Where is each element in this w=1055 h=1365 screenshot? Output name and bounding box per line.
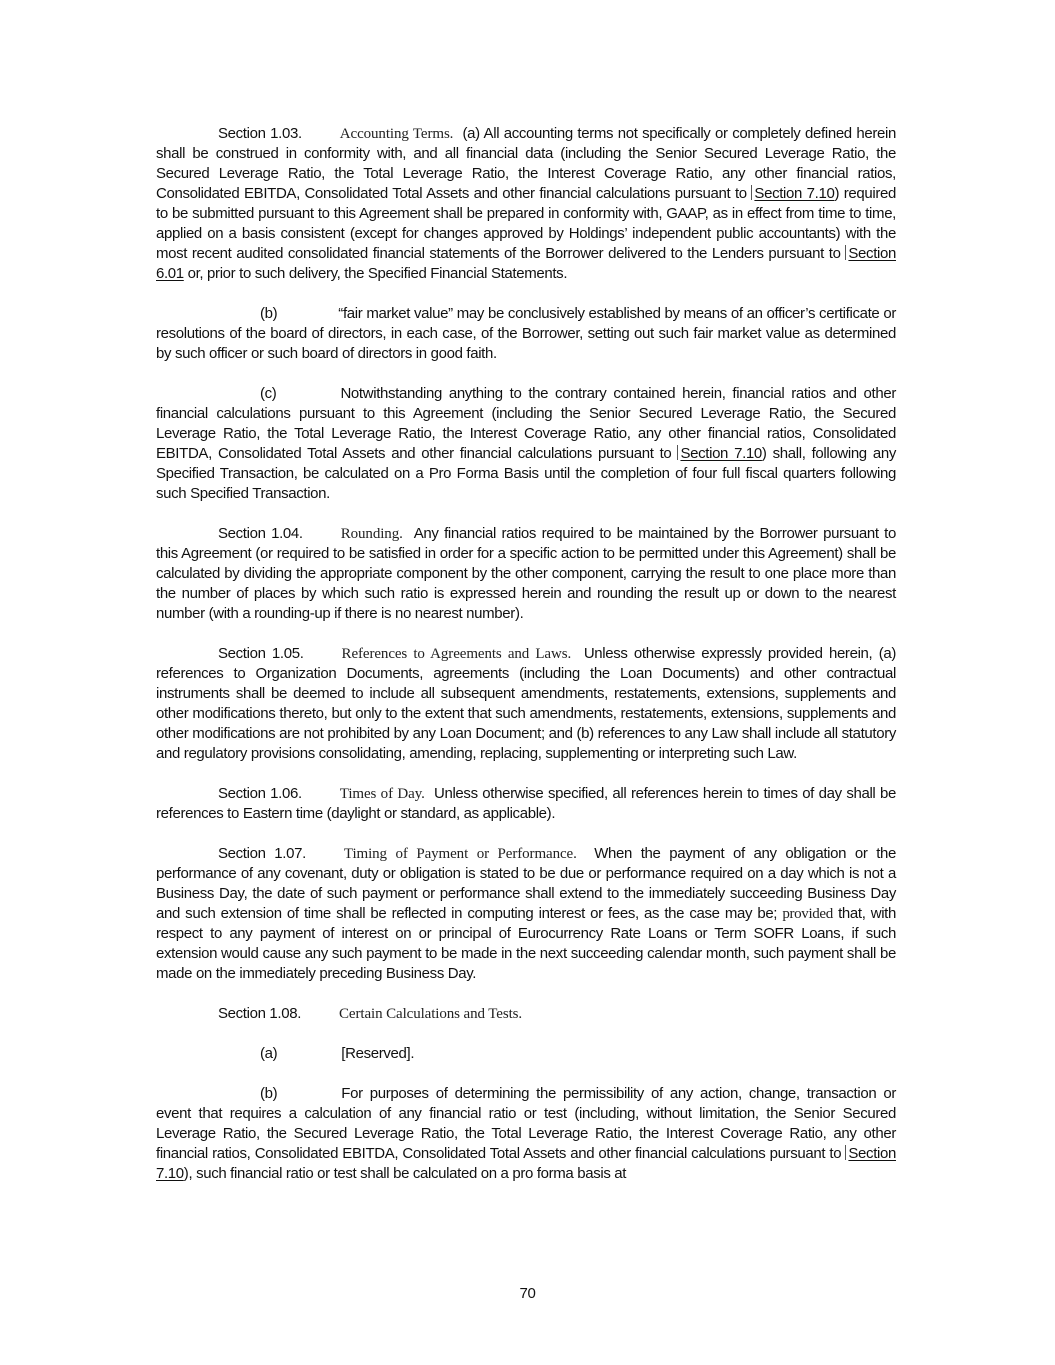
section-reference-link[interactable]: Section 7.10 <box>751 185 834 202</box>
section-1-08-heading-line <box>156 1004 896 1024</box>
paragraph-text: Unless otherwise expressly provided herein, (a) references to Organization Documents, agreements (including the Loan Documents) and other contractual instruments shall be deemed to include all subsequent amendments, restatements, extensions, supplements and other modifications thereto, but only to the extent that such amendments, restatements, extensions, supplements and other modifications are not prohibited by any Loan Document; and (b) references to any Law shall include all statutory and regulatory provisions consolidating, amending, replacing, supplementing or interpreting such Law. <box>156 645 896 762</box>
clause-label: (b) <box>260 305 278 322</box>
section-1-06-paragraph <box>156 784 896 824</box>
section-label: Section 1.07. <box>218 845 306 862</box>
section-1-05-paragraph <box>156 644 896 764</box>
proviso-term: provided <box>782 906 833 922</box>
section-label: Section 1.05. <box>218 645 304 662</box>
paragraph-text: When the payment of any obligation or the performance of any covenant, duty or obligation is stated to be due or performance required on a day which is not a Business Day, the date of such payment or performance shall extend to the immediately succeeding Business Day and such extension of time shall be reflected in computing interest or fees, as the case may be; <box>156 845 897 922</box>
paragraph-text: “fair market value” may be conclusively established by means of an officer’s certificate or resolutions of the board of directors, in each case, of the Borrower, setting out such fair market value as determined by such officer or such board of directors in good faith. <box>156 305 896 362</box>
section-1-07-paragraph <box>156 844 896 984</box>
clause-label: (a) <box>260 1045 278 1062</box>
paragraph-text: that, with respect to any payment of interest on or principal of Eurocurrency Rate Loans or Term SOFR Loans, if such extension would cause any such payment to be made in the next succeeding calendar month, such payment shall be made on the immediately preceding Business Day. <box>156 905 896 982</box>
section-heading: Timing of Payment or Performance. <box>343 846 577 862</box>
section-reference-link[interactable]: Section 6.01 <box>156 245 896 282</box>
section-1-03-b-paragraph <box>156 304 896 364</box>
section-label: Section 1.06. <box>218 785 302 802</box>
section-label: Section 1.08. <box>218 1005 302 1022</box>
paragraph-text: For purposes of determining the permissibility of any action, change, transaction or event that requires a calculation of any financial ratio or test (including, without limitation, the Senior Secured Leverage Ratio, the Secured Leverage Ratio, the Total Leverage Ratio, the Interest Coverage Ratio, any other financial ratios, Consolidated EBITDA, Consolidated Total Assets and other financial calculations pursuant to <box>156 1085 896 1162</box>
section-1-03-c-paragraph <box>156 384 896 504</box>
paragraph-text: (a) All accounting terms not specifically or completely defined herein shall be construed in conformity with, and all financial data (including the Senior Secured Leverage Ratio, the Secured Leverage Ratio, the Total Leverage Ratio, the Interest Coverage Ratio, any other financial ratios, Consolidated EBITDA, Consolidated Total Assets and other financial calculations pursuant to <box>156 125 896 202</box>
section-reference-link[interactable]: Section 7.10 <box>677 445 761 462</box>
section-1-04-paragraph <box>156 524 896 624</box>
page-body <box>156 124 896 1204</box>
paragraph-text: ) shall, following any Specified Transaction, be calculated on a Pro Forma Basis until the completion of four full fiscal quarters following such Specified Transaction. <box>156 445 896 502</box>
section-heading: References to Agreements and Laws. <box>341 646 572 662</box>
clause-label: (b) <box>260 1085 278 1102</box>
paragraph-text: or, prior to such delivery, the Specified Financial Statements. <box>183 265 568 282</box>
section-heading: Times of Day. <box>339 786 425 802</box>
section-reference-link[interactable]: Section 7.10 <box>156 1145 896 1182</box>
section-1-08-b-paragraph <box>156 1084 896 1184</box>
section-1-03-paragraph <box>156 124 896 284</box>
section-heading: Accounting Terms. <box>339 126 454 142</box>
paragraph-text: [Reserved]. <box>341 1045 415 1062</box>
section-heading: Certain Calculations and Tests. <box>339 1006 523 1022</box>
paragraph-text: ) required to be submitted pursuant to this Agreement shall be prepared in conformity with, GAAP, as in effect from time to time, applied on a basis consistent (except for changes approved by Holdings’ independent public accountants) with the most recent audited consolidated financial statements of the Borrower delivered to the Lenders pursuant to <box>156 185 896 262</box>
paragraph-text: Any financial ratios required to be maintained by the Borrower pursuant to this Agreement (or required to be satisfied in order for a specific action to be permitted under this Agreement) shall be calculated by dividing the appropriate component by the other component, carrying the result to one place more than the number of places by which such ratio is expressed herein and rounding the result up or down to the nearest number (with a rounding-up if there is no nearest number). <box>156 525 896 622</box>
section-label: Section 1.03. <box>218 125 302 142</box>
section-1-08-a-line <box>156 1044 896 1064</box>
paragraph-text: Notwithstanding anything to the contrary contained herein, financial ratios and other financial calculations pursuant to this Agreement (including the Senior Secured Leverage Ratio, the Secured Leverage Ratio, the Total Leverage Ratio, the Interest Coverage Ratio, any other financial ratios, Consolidated EBITDA, Consolidated Total Assets and other financial calculations pursuant to <box>156 385 896 462</box>
paragraph-text: ), such financial ratio or test shall be calculated on a pro forma basis at <box>183 1165 627 1182</box>
section-heading: Rounding. <box>340 526 403 542</box>
clause-label: (c) <box>260 385 277 402</box>
paragraph-text: Unless otherwise specified, all references herein to times of day shall be references to Eastern time (daylight or standard, as applicable). <box>156 785 896 822</box>
section-label: Section 1.04. <box>218 525 303 542</box>
page-number: 70 <box>519 1285 536 1302</box>
